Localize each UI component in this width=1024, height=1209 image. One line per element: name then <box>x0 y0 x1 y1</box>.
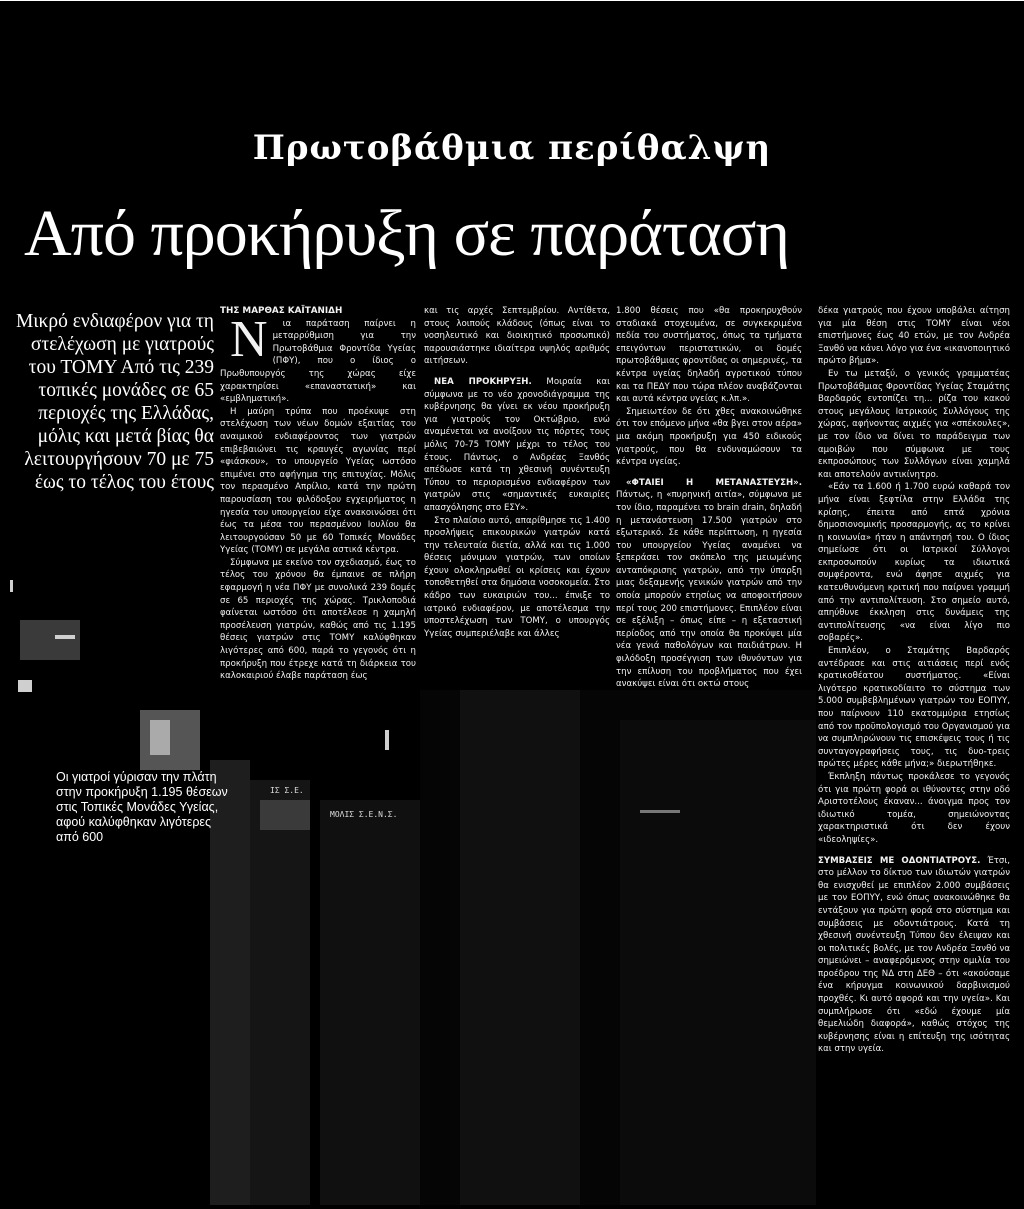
article-column-3 <box>616 305 802 691</box>
section-kicker: Πρωτοβάθμια περίθαλψη <box>252 128 772 168</box>
col4-para-2: Εν τω μεταξύ, ο γενικός γραμματέας Πρωτοβάθμιας Φροντίδας Υγείας Σταμάτης Βαρδαρός εντοπίζει τη... ρίζα του κακού στους μεγάλους Ιατρικούς Συλλόγους της χώρας, αφήνοντας αιχμές για «σπέκουλες», με τον ίδιο να δίνει το παράδειγμα των αμοιβών που σύμφωνα με τους εκπροσώπους των Συλλόγων είναι χαμηλά και αποτελούν αντικίνητρο. <box>818 368 1010 480</box>
col4-para-6 <box>818 855 1010 1057</box>
col3-para-1: 1.800 θέσεις που «θα προκηρυχθούν σταδιακά στοχευμένα, σε συγκεκριμένα πεδία του συστήματος, όπως τα τμήματα επειγόντων περιστατικών, οι δομές πρωτοβάθμιας φροντίδας οι σημερινές, τα κέντρα υγείας δηλαδή αγροτικού τύπου και τα ΠΕΔΥ που τώρα πλέον αναβάζονται και αυτά κέντρα υγείας κ.λπ.». <box>616 306 802 405</box>
col2-para-2 <box>424 376 610 515</box>
col2-para-2-text: Μοιραία και σύμφωνα με το νέο χρονοδιάγραμμα της κυβέρνησης θα γίνει εκ νέου προκήρυξη για γιατρούς τον Οκτώβριο, ενώ αναμένεται να ανοίξουν τις πόρτες τους μόλις 70-75 ΤΟΜΥ μέχρι το τέλος του έτους. Πάντως, ο Ανδρέας Ξανθός απέδωσε κατά τη χθεσινή συνέντευξη Τύπου το περιορισμένο ενδιαφέρον των γιατρών στις «σημαντικές ευκαιρίες απασχόλησης στο ΕΣΥ». <box>424 376 610 513</box>
article-column-4 <box>818 305 1010 1056</box>
byline: ΤΗΣ ΜΑΡΘΑΣ ΚΑΪΤΑΝΙΔΗ <box>220 306 343 316</box>
article-headline: Από προκήρυξη σε παράταση <box>24 197 789 270</box>
col4-para-5: Έκπληξη πάντως προκάλεσε το γεγονός ότι για πρώτη φορά οι ιθύνοντες στην οδό Αριστοτέλους έκαναν... άνοιγμα προς τον ιδιωτικό τομέα, σημειώνοντας χαρακτηριστικά ότι δεν έχουν «ιδεοληψίες». <box>818 771 1010 845</box>
photo-scene-right <box>420 690 816 1205</box>
col2-para-1: και τις αρχές Σεπτεμβρίου. Αντίθετα, στους λοιπούς κλάδους (όπως είναι το νοσηλευτικό και διοικητικό προσωπικό) παρουσιάστηκε ιδιαίτερα υψηλός αριθμός αιτήσεων. <box>424 306 610 367</box>
col4-para-3: «Εάν τα 1.600 ή 1.700 ευρώ καθαρά τον μήνα είναι ξεφτίλα στην Ελλάδα της κρίσης, έπειτα από επτά χρόνια δημοσιονομικής προσαρμογής, ας το κρίνει η κοινωνία» ήταν η απάντησή του. Ο ίδιος σημείωσε ότι οι Ιατρικοί Σύλλογοι εκπροσωπούν κυρίως τα ιδιωτικά συμφέροντα, ενώ άφησε αιχμές για κατευθυνόμενη κριτική που παίρνει γραμμή από την αντιπολίτευση. Στο σημείο αυτό, απηύθυνε έκκληση στις δυνάμεις της αντιπολίτευσης «να είναι λίγο πιο σοβαρές». <box>818 482 1010 644</box>
col3-para-2: Σημειωτέον δε ότι χθες ανακοινώθηκε ότι τον επόμενο μήνα «θα βγει στον αέρα» μια ακόμη προκήρυξη για 450 ειδικούς γιατρούς, που θα ενδυναμώσουν τα κέντρα υγείας. <box>616 406 802 468</box>
col4-para-6-text: Έτσι, στο μέλλον το δίκτυο των ιδιωτών γιατρών θα ενισχυθεί με επιπλέον 2.000 συμβάσεις με τον ΕΟΠΥΥ, ενώ όπως ανακοινώθηκε θα εντάξουν για πρώτη φορά στο σύστημα και συμβάσεις με οδοντιάτρους. Κατά τη χθεσινή συνέντευξη Τύπου δεν έλειψαν και οι πολιτικές βολές, με τον Ανδρέα Ξανθό να σημειώνει – αναφερόμενος στην ομιλία του προέδρου της ΝΔ στη ΔΕΘ – ότι «ακούσαμε ένα κήρυγμα κοινωνικού δαρβινισμού προχθές. Κι αυτό αφορά και την υγεία». Και συμπλήρωσε ότι «εδώ έχουμε μία θεμελιώδη διαφορά», καθώς στόχος της κυβέρνησης είναι η επίτευξη της ισότητας και στην υγεία. <box>818 855 1010 1055</box>
col4-para-1: δέκα γιατρούς που έχουν υποβάλει αίτηση για μία θέση στις ΤΟΜΥ είναι νέοι επιστήμονες έως 40 ετών, με τον Ανδρέα Ξανθό να κάνει λόγο για ένα «ικανοποιητικό πρώτο βήμα». <box>818 306 1010 367</box>
subhead-dentists: ΣΥΜΒΑΣΕΙΣ ΜΕ ΟΔΟΝΤΙΑΤΡΟΥΣ. <box>818 855 981 866</box>
col1-para-3: Σύμφωνα με εκείνο τον σχεδιασμό, έως το τέλος του χρόνου θα έμπαινε σε πλήρη εφαρμογή η νέα ΠΦΥ με συνολικά 239 δομές σε 65 περιοχές της χώρας. Τρικλοποδιά φαίνεται ωστόσο ότι αποτέλεσε η χαμηλή προσέλευση γιατρών, καθώς από τις 1.195 θέσεις γιατρών στις ΤΟΜΥ καλύφθηκαν λιγότερες από 600, παρά το γεγονός ότι η προκήρυξη που έτρεχε κατά τη διάρκεια του καλοκαιριού έλαβε παράταση έως <box>220 557 416 682</box>
col1-para-1-text: ια παράταση παίρνει η μεταρρύθμιση για την Πρωτοβάθμια Φροντίδα Υγείας (ΠΦΥ), που ο ίδιος ο Πρωθυπουργός της χώρας είχε χαρακτηρίσει «επαναστατική» και «εμβληματική». <box>220 318 416 405</box>
top-rule <box>0 0 1024 1</box>
photo-caption: Οι γιατροί γύρισαν την πλάτη στην προκήρυξη 1.195 θέσεων στις Τοπικές Μονάδες Υγείας, αφού καλύφθηκαν λιγότερες από 600 <box>56 770 228 844</box>
col3-para-3 <box>616 477 802 691</box>
col1-para-2: Η μαύρη τρύπα που προέκυψε στη στελέχωση των νέων δομών εξαιτίας του αναιμικού ενδιαφέροντος των γιατρών επιβεβαιώνει τις κραυγές αγωνίας περί «φιάσκου», το υπουργείο Υγείας ωστόσο επιμένει στο αφήγημα της επιτυχίας. Μόλις τον περασμένο Απρίλιο, κατά την πρώτη παρουσίαση του φιλόδοξου εγχειρήματος η ηγεσία του υπουργείου είχε ανακοινώσει ότι έως τα μέσα του περασμένου Ιουλίου θα λειτουργούσαν 50 με 60 Τοπικές Μονάδες Υγείας (ΤΟΜΥ) σε μεγάλα αστικά κέντρα. <box>220 406 416 556</box>
article-photo-right <box>420 690 816 1205</box>
drop-cap: Ν <box>230 310 268 368</box>
col4-para-4: Επιπλέον, ο Σταμάτης Βαρδαρός αντέδρασε και στις αιτιάσεις περί ενός κρατικοθέατου συστήματος. «Είναι λιγότερο κρατικοδίαιτο το σύστημα των 5.000 συμβεβλημένων γιατρών του ΕΟΠΥΥ, που παίρνουν 110 εκατομμύρια ετησίως από τον προϋπολογισμό του Οργανισμού για να συμπληρώνουν τις επισκέψεις τους ή τις συνταγογραφήσεις τους, τις δυο-τρεις πρώτες μέρες κάθε μήνα;» διερωτήθηκε. <box>818 646 1010 770</box>
subhead-migration: «ΦΤΑΙΕΙ Η ΜΕΤΑΝΑΣΤΕΥΣΗ». <box>626 477 802 488</box>
photo-sign-2: ΜΟΛΙΣ Σ.Ε.Ν.Σ. <box>330 810 398 819</box>
article-column-1 <box>220 305 416 683</box>
col3-para-3-text: Πάντως, η «πυρηνική αιτία», σύμφωνα με τον ίδιο, παραμένει το brain drain, δηλαδή η μετανάστευση 17.500 γιατρών στο εξωτερικό. Σε κάθε περίπτωση, η ηγεσία του υπουργείου Υγείας αναμένει να ξεπεράσει τον σκόπελο της μειωμένης ανταπόκρισης γιατρών, από την ύπαρξη μιας δεξαμενής γενικών γιατρών από την οποία μπορούν ετησίως να αποφοιτήσουν περί τους 200 επιστήμονες. Επιπλέον είναι σε εξέλιξη – όπως είπε – η εξεταστική περίοδος από την οποία θα προκύψει μία νέα γενιά παθολόγων και παιδιάτρων. Η φιλόδοξη προσέγγιση των ιθυνόντων για την επίλυση του προβλήματος που έχει ανακύψει είναι ότι οκτώ στους <box>616 490 802 690</box>
article-column-2 <box>424 305 610 640</box>
col2-para-3: Στο πλαίσιο αυτό, απαρίθμησε τις 1.400 προσλήψεις επικουρικών γιατρών κατά την τελευταία διετία, αλλά και τις 1.000 θέσεις μόνιμων γιατρών, των οποίων έχουν ολοκληρωθεί οι κρίσεις και έχουν τοποθετηθεί στα δημόσια νοσοκομεία. Στο κάδρο των ευκαιριών του... έπνιξε το ιατρικό ενδιαφέρον, με αποτέλεσμα την υποστελέχωση των ΤΟΜΥ, ο υπουργός Υγείας συμπεριέλαβε και άλλες <box>424 515 610 639</box>
article-deck: Μικρό ενδιαφέρον για τη στελέχωση με γιατρούς του ΤΟΜΥ Από τις 239 τοπικές μονάδες σε 65 περιοχές της Ελλάδας, μόλις και μετά βίας θα λειτουργήσουν 70 με 75 έως το τέλος του έτους <box>15 311 214 493</box>
subhead-new-announcement: ΝΕΑ ΠΡΟΚΗΡΥΞΗ. <box>434 376 532 387</box>
photo-sign-1: ΙΣ Σ.Ε. <box>270 786 304 795</box>
